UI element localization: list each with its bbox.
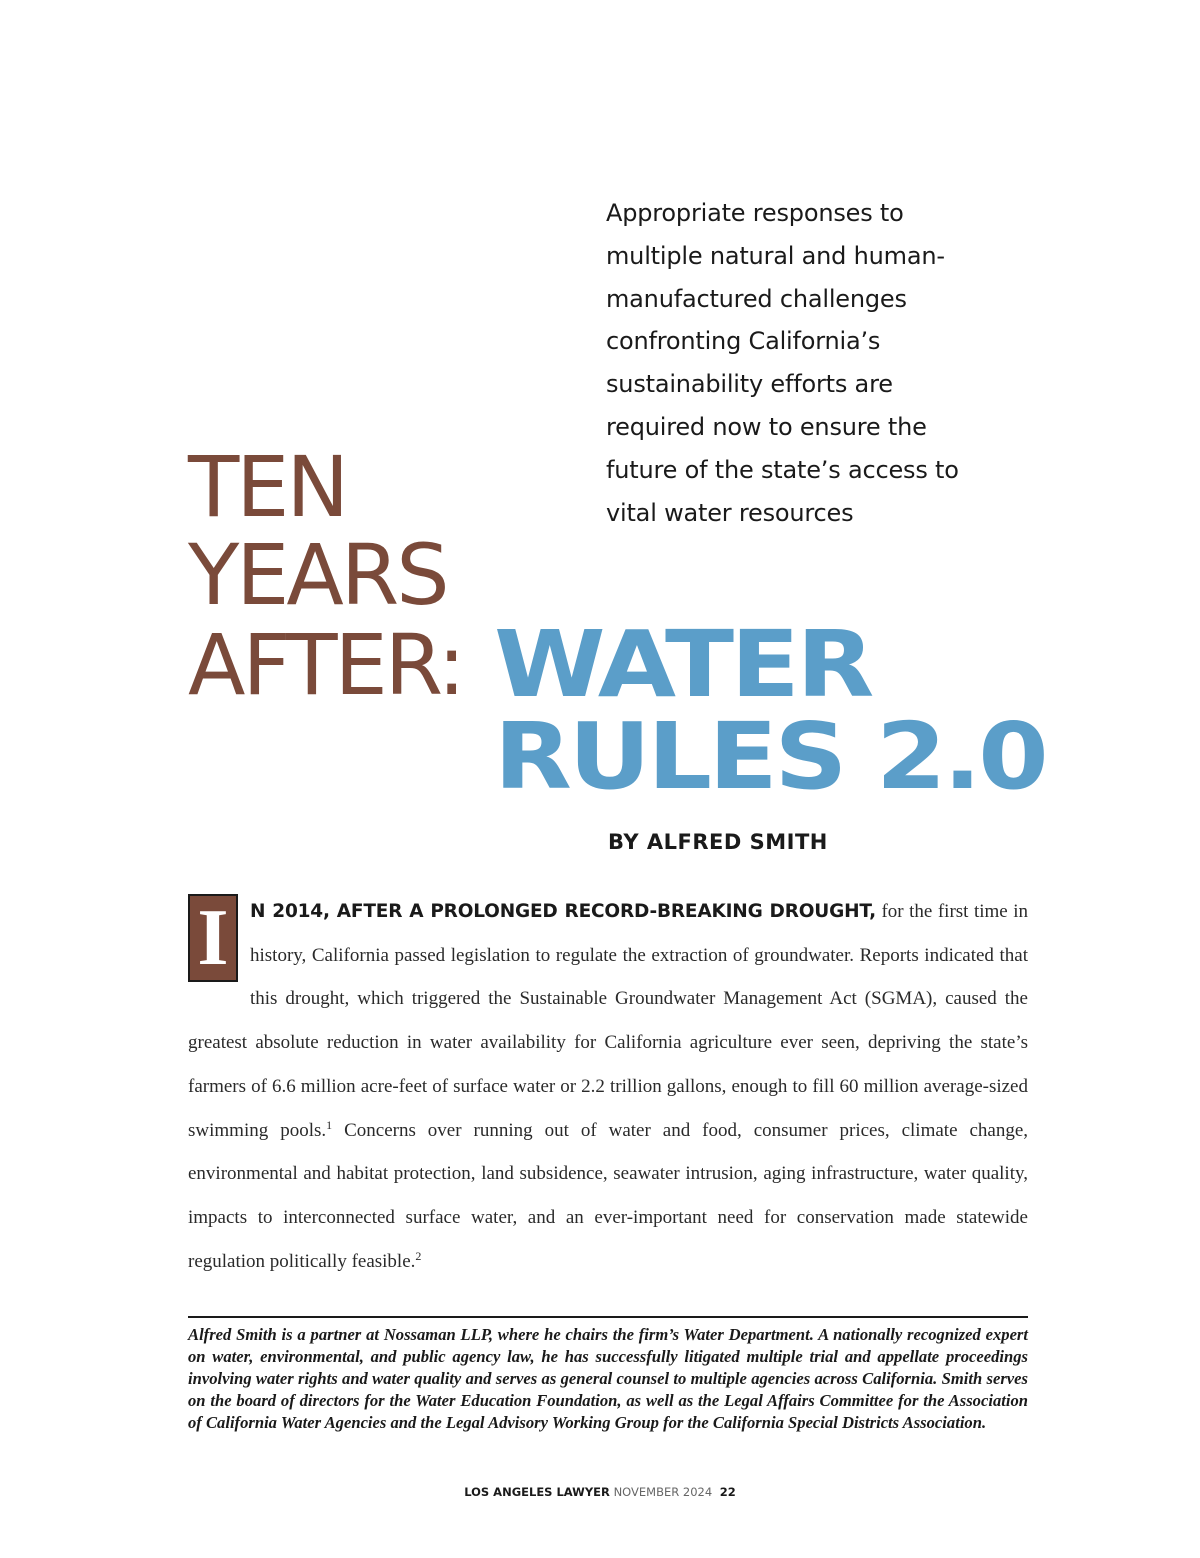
footer-page-number: 22 [719, 1485, 736, 1499]
title-highlight-rules: RULES 2.0 [494, 703, 1046, 810]
article-deck: Appropriate responses to multiple natural and human-manufactured challenges confronting California’s sustainability efforts are required now to ensure the future of the state’s access to vital water resources [606, 199, 959, 527]
author-bio: Alfred Smith is a partner at Nossaman LLP, where he chairs the firm’s Water Department. A nationally recognized expert on water, environmental, and public agency law, he has successfully litigated multiple trial and appellate proceedings involving water rights and water quality and serves as general counsel to multiple agencies across California. Smith serves on the board of directors for the Water Education Foundation, as well as the Legal Affairs Committee for the Association of California Water Agencies and the Legal Advisory Working Group for the California Special Districts Association. [188, 1325, 1028, 1433]
drop-cap: I [188, 894, 238, 982]
title-line-ten: TEN [188, 438, 347, 536]
body-text-part-2: Concerns over running out of water and food, consumer prices, climate change, environmental and habitat protection, land subsidence, seawater intrusion, aging infrastructure, water quality, impacts to interconnected surface water, and an ever-important need for conservation made statewide regulation politically feasible. [188, 1119, 1029, 1272]
lead-in: N 2014, AFTER A PROLONGED RECORD-BREAKING DROUGHT, [250, 901, 876, 922]
byline: BY ALFRED SMITH [608, 830, 828, 854]
footer-publication: LOS ANGELES LAWYER [464, 1485, 610, 1499]
page-footer [0, 1485, 1200, 1499]
title-line-years: YEARS [188, 526, 447, 624]
title-highlight-water: WATER [494, 611, 872, 718]
footer-date: NOVEMBER 2024 [613, 1485, 713, 1499]
body-paragraph [188, 890, 1028, 1283]
footnote-ref-2: 2 [415, 1248, 422, 1263]
body-text-part-1: for the first time in history, California passed legislation to regulate the extraction of groundwater. Reports indicated that this drought, which triggered the Sustainable Groundwater Management Act (SGMA), caused the greatest absolute reduction in water availability for California agriculture ever seen, depriving the state’s farmers of 6.6 million acre-feet of surface water or 2.2 trillion gallons, enough to fill 60 million average-sized swimming pools. [188, 901, 1028, 1141]
footnote-ref-1: 1 [326, 1117, 333, 1132]
bio-divider [188, 1316, 1028, 1318]
title-line-after: AFTER: [188, 616, 463, 714]
